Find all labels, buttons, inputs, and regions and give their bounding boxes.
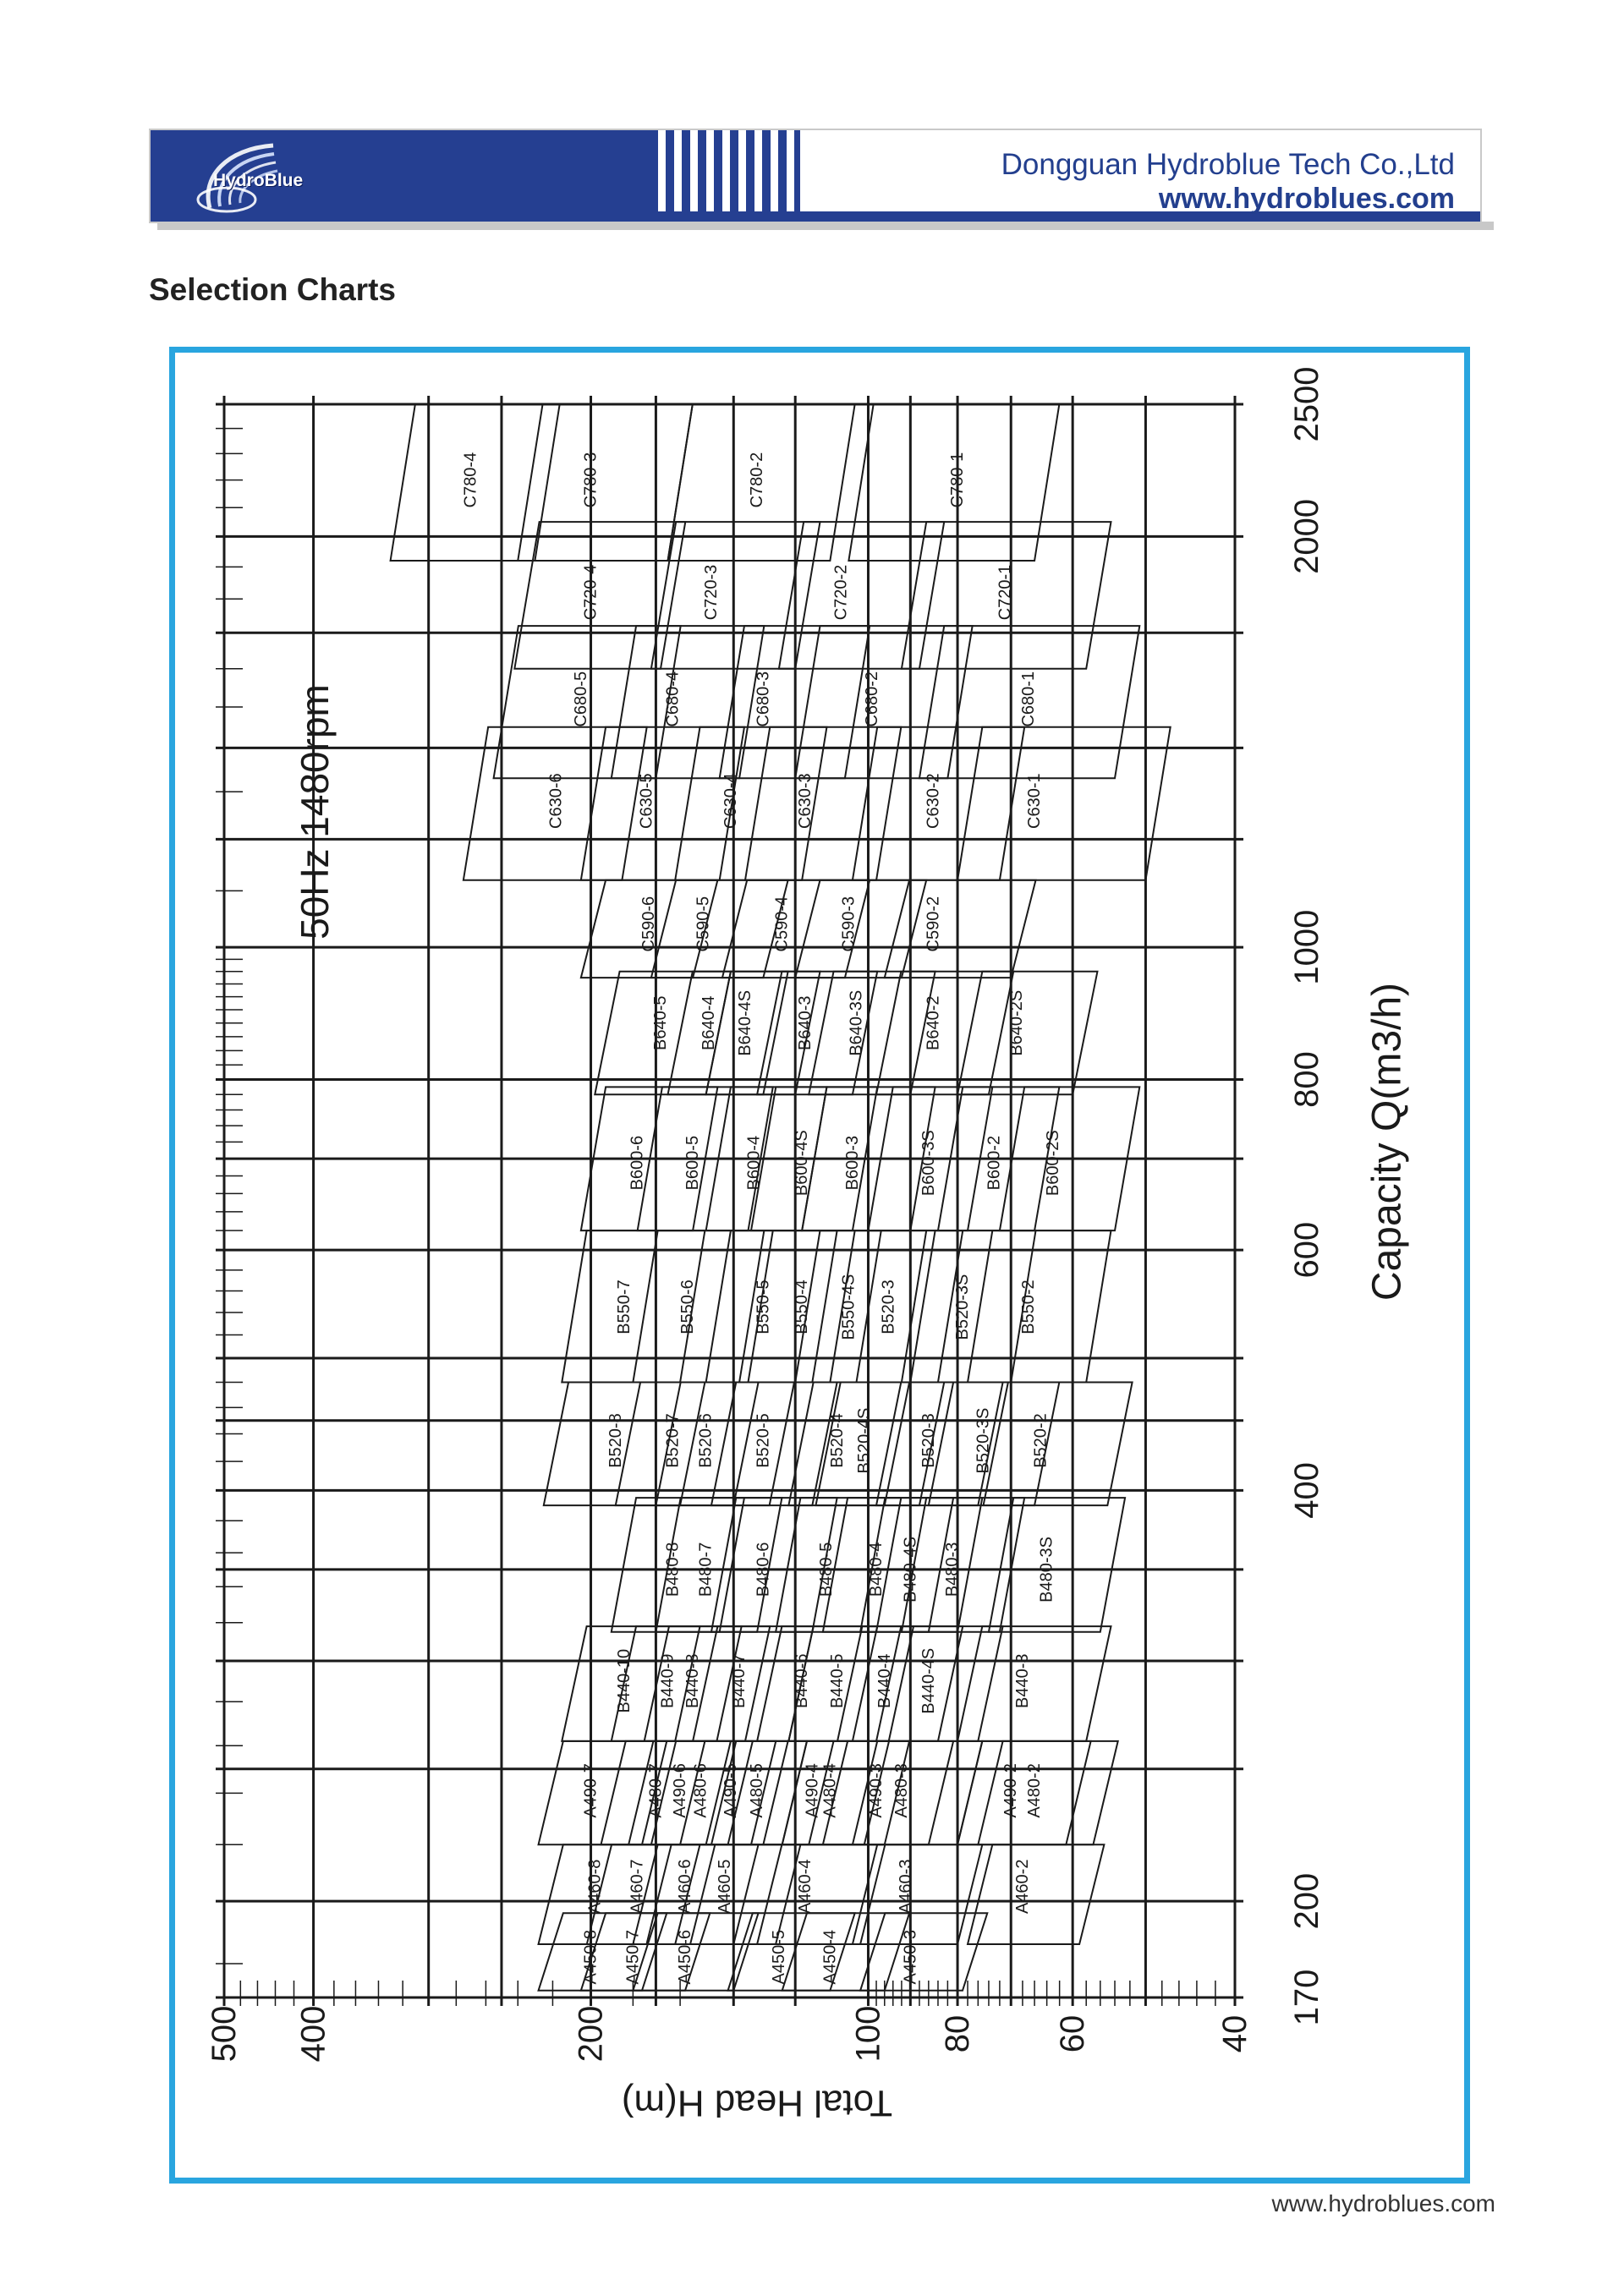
region-c590-2 — [885, 880, 1036, 978]
region-label-a460-8: A460-8 — [585, 1859, 605, 1915]
region-b640-3s — [809, 972, 935, 1095]
chart-subtitle: 50Hz 1480rpm — [293, 684, 337, 940]
region-label-b480-8: B480-8 — [663, 1542, 683, 1597]
region-a480-2 — [978, 1741, 1117, 1844]
y-tick-label: 40 — [1216, 2014, 1254, 2053]
region-label-b640-3: B640-3 — [796, 995, 815, 1051]
region-b520-3s — [910, 1230, 1035, 1382]
region-a450-3 — [860, 1913, 987, 1991]
region-c720-2 — [779, 522, 944, 669]
region-label-b600-3: B600-3 — [842, 1135, 862, 1191]
region-label-c630-3: C630-3 — [796, 773, 815, 829]
x-tick-label: 800 — [1288, 1051, 1325, 1108]
region-label-a450-3: A450-3 — [901, 1929, 920, 1985]
region-label-b550-2: B550-2 — [1018, 1280, 1038, 1334]
region-label-a490-6: A490-6 — [671, 1763, 690, 1818]
company-name: Dongguan Hydroblue Tech Co.,Ltd — [1001, 148, 1455, 181]
region-label-b480-6: B480-6 — [754, 1542, 773, 1597]
region-label-a480-7: A480-7 — [646, 1763, 666, 1818]
region-label-c780-3: C780-3 — [581, 452, 601, 508]
region-label-c780-4: C780-4 — [461, 452, 480, 508]
region-label-b640-2s: B640-2S — [1007, 989, 1027, 1056]
region-c630-1 — [957, 727, 1171, 880]
region-label-b600-4: B600-4 — [744, 1135, 764, 1191]
region-label-b440-4: B440-4 — [875, 1653, 894, 1708]
x-tick-label: 2000 — [1288, 498, 1325, 574]
region-label-b640-4s: B640-4S — [735, 989, 754, 1056]
region-a480-7 — [601, 1741, 731, 1844]
region-label-c630-1: C630-1 — [1025, 773, 1045, 829]
x-axis-label: Capacity Q(m3/h) — [1364, 982, 1410, 1301]
region-label-c780-1: C780-1 — [948, 452, 968, 508]
region-label-b550-6: B550-6 — [678, 1280, 698, 1334]
region-label-c680-4: C680-4 — [663, 671, 683, 727]
x-tick-label: 170 — [1288, 1969, 1325, 2026]
region-label-a490-2: A490-2 — [1001, 1763, 1021, 1818]
region-label-c780-2: C780-2 — [748, 452, 767, 508]
region-label-a490-5: A490-5 — [721, 1763, 740, 1818]
region-b550-6 — [633, 1230, 764, 1382]
region-label-b550-7: B550-7 — [614, 1280, 634, 1334]
region-b520-4 — [788, 1383, 909, 1506]
region-b520-2 — [984, 1383, 1133, 1506]
region-label-b520-8: B520-8 — [606, 1413, 625, 1468]
region-label-a460-6: A460-6 — [676, 1859, 695, 1915]
region-b480-3s — [989, 1498, 1125, 1632]
region-label-c630-2: C630-2 — [924, 773, 943, 829]
region-label-b640-2: B640-2 — [924, 995, 943, 1051]
region-a490-2 — [957, 1741, 1091, 1844]
region-label-a450-5: A450-5 — [769, 1929, 788, 1985]
region-a460-2 — [968, 1844, 1104, 1944]
region-label-b480-4s: B480-4S — [901, 1536, 920, 1603]
x-tick-label: 600 — [1288, 1221, 1325, 1279]
region-label-b520-2: B520-2 — [1031, 1413, 1051, 1468]
y-tick-label: 100 — [849, 2005, 887, 2063]
region-label-a450-8: A450-8 — [581, 1929, 601, 1985]
region-label-c720-4: C720-4 — [581, 564, 601, 621]
logo-text: HydroBlue — [213, 171, 304, 190]
region-b520-7 — [616, 1383, 759, 1506]
region-label-c680-2: C680-2 — [863, 671, 882, 727]
region-label-c630-6: C630-6 — [546, 773, 566, 829]
region-label-c630-5: C630-5 — [637, 773, 656, 829]
region-label-a480-6: A480-6 — [691, 1763, 710, 1818]
region-label-a450-4: A450-4 — [820, 1929, 840, 1985]
region-c590-5 — [651, 880, 788, 978]
region-label-b520-3: B520-3 — [919, 1413, 938, 1468]
region-label-b600-2: B600-2 — [985, 1135, 1004, 1191]
region-b440-4s — [876, 1626, 1003, 1741]
y-tick-label: 500 — [206, 2005, 243, 2063]
region-label-b440-9: B440-9 — [658, 1653, 678, 1708]
x-tick-label: 200 — [1288, 1872, 1325, 1930]
region-a450-4 — [782, 1913, 909, 1991]
region-c590-3 — [795, 880, 926, 978]
region-label-b550-4s: B550-4S — [839, 1274, 859, 1340]
region-label-b440-3: B440-3 — [1012, 1653, 1032, 1708]
region-a480-4 — [782, 1741, 909, 1844]
region-label-b550-5: B550-5 — [754, 1280, 773, 1334]
region-label-a450-7: A450-7 — [623, 1929, 643, 1985]
region-label-b520-3: B520-3 — [879, 1280, 898, 1334]
region-b520-5 — [711, 1383, 837, 1506]
region-label-b440-8: B440-8 — [683, 1653, 703, 1708]
y-tick-label: 400 — [294, 2005, 332, 2063]
region-label-b440-4s: B440-4S — [919, 1647, 938, 1714]
y-axis-label: Total Head H(m) — [621, 2082, 893, 2124]
region-label-b520-3s: B520-3S — [974, 1407, 993, 1474]
y-tick-label: 200 — [572, 2005, 610, 2063]
region-label-c680-5: C680-5 — [571, 671, 590, 727]
region-label-c680-1: C680-1 — [1018, 671, 1038, 727]
region-label-b480-5: B480-5 — [817, 1542, 837, 1597]
region-label-b440-7: B440-7 — [730, 1653, 749, 1708]
region-label-c590-3: C590-3 — [839, 896, 859, 952]
chart-regions — [391, 404, 1171, 1991]
section-title: Selection Charts — [149, 272, 396, 307]
region-label-b520-3s: B520-3S — [953, 1274, 973, 1340]
x-tick-label: 2500 — [1288, 366, 1325, 442]
region-label-a460-7: A460-7 — [628, 1859, 647, 1915]
region-label-c720-2: C720-2 — [831, 564, 851, 621]
region-label-a480-4: A480-4 — [820, 1763, 840, 1818]
region-b550-2 — [968, 1230, 1111, 1382]
region-label-b640-4: B640-4 — [699, 995, 718, 1051]
region-label-a490-4: A490-4 — [803, 1763, 822, 1818]
region-label-b440-6: B440-6 — [793, 1653, 812, 1708]
region-label-b600-6: B600-6 — [628, 1135, 647, 1191]
region-label-c590-2: C590-2 — [924, 896, 943, 952]
region-label-b600-5: B600-5 — [683, 1135, 703, 1191]
region-label-b520-4s: B520-4S — [854, 1407, 874, 1474]
region-label-b640-3s: B640-3S — [847, 989, 866, 1056]
region-label-c590-5: C590-5 — [694, 896, 713, 952]
region-c630-5 — [581, 727, 744, 880]
region-label-c630-4: C630-4 — [721, 773, 740, 829]
region-label-b480-3s: B480-3S — [1037, 1536, 1056, 1603]
region-b640-2 — [876, 972, 1013, 1095]
y-tick-label: 60 — [1054, 2014, 1092, 2053]
region-label-b480-3: B480-3 — [943, 1542, 963, 1597]
region-label-a490-7: A490-7 — [581, 1763, 601, 1818]
region-label-b600-2s: B600-2S — [1044, 1130, 1063, 1197]
region-label-a480-5: A480-5 — [748, 1763, 767, 1818]
region-label-c590-6: C590-6 — [639, 896, 659, 952]
region-label-c720-1: C720-1 — [996, 564, 1015, 621]
region-b440-3 — [957, 1626, 1111, 1741]
region-label-b600-3s: B600-3S — [919, 1130, 938, 1197]
x-tick-label: 1000 — [1288, 909, 1325, 985]
region-label-b550-4: B550-4 — [793, 1280, 812, 1334]
region-b480-3 — [902, 1498, 1024, 1632]
region-label-b520-4: B520-4 — [828, 1413, 848, 1468]
region-label-b600-4s: B600-4S — [793, 1130, 812, 1197]
region-label-c590-4: C590-4 — [772, 896, 792, 952]
region-label-b440-5: B440-5 — [828, 1653, 848, 1708]
region-b640-2s — [957, 972, 1097, 1095]
region-label-b440-10: B440-10 — [614, 1648, 634, 1713]
region-label-b520-6: B520-6 — [696, 1413, 716, 1468]
region-label-a480-3: A480-3 — [892, 1763, 911, 1818]
region-a460-4 — [757, 1844, 885, 1944]
region-label-a460-5: A460-5 — [716, 1859, 735, 1915]
region-label-a460-2: A460-2 — [1012, 1859, 1032, 1915]
company-website-link[interactable]: www.hydroblues.com — [1158, 183, 1455, 215]
footer-website-link[interactable]: www.hydroblues.com — [1271, 2190, 1495, 2217]
region-label-b480-4: B480-4 — [867, 1542, 886, 1597]
region-label-a480-2: A480-2 — [1025, 1763, 1045, 1818]
region-label-a460-3: A460-3 — [897, 1859, 916, 1915]
x-tick-label: 400 — [1288, 1461, 1325, 1519]
region-label-b480-7: B480-7 — [696, 1542, 716, 1597]
region-label-a490-3: A490-3 — [867, 1763, 886, 1818]
region-label-b520-7: B520-7 — [663, 1413, 683, 1468]
region-label-a450-6: A450-6 — [676, 1929, 695, 1985]
region-label-b640-5: B640-5 — [651, 995, 671, 1051]
y-tick-label: 80 — [939, 2014, 977, 2053]
region-label-c720-3: C720-3 — [701, 564, 721, 621]
region-label-b520-5: B520-5 — [754, 1413, 773, 1468]
region-label-a460-4: A460-4 — [796, 1859, 815, 1915]
region-label-c680-3: C680-3 — [754, 671, 773, 727]
